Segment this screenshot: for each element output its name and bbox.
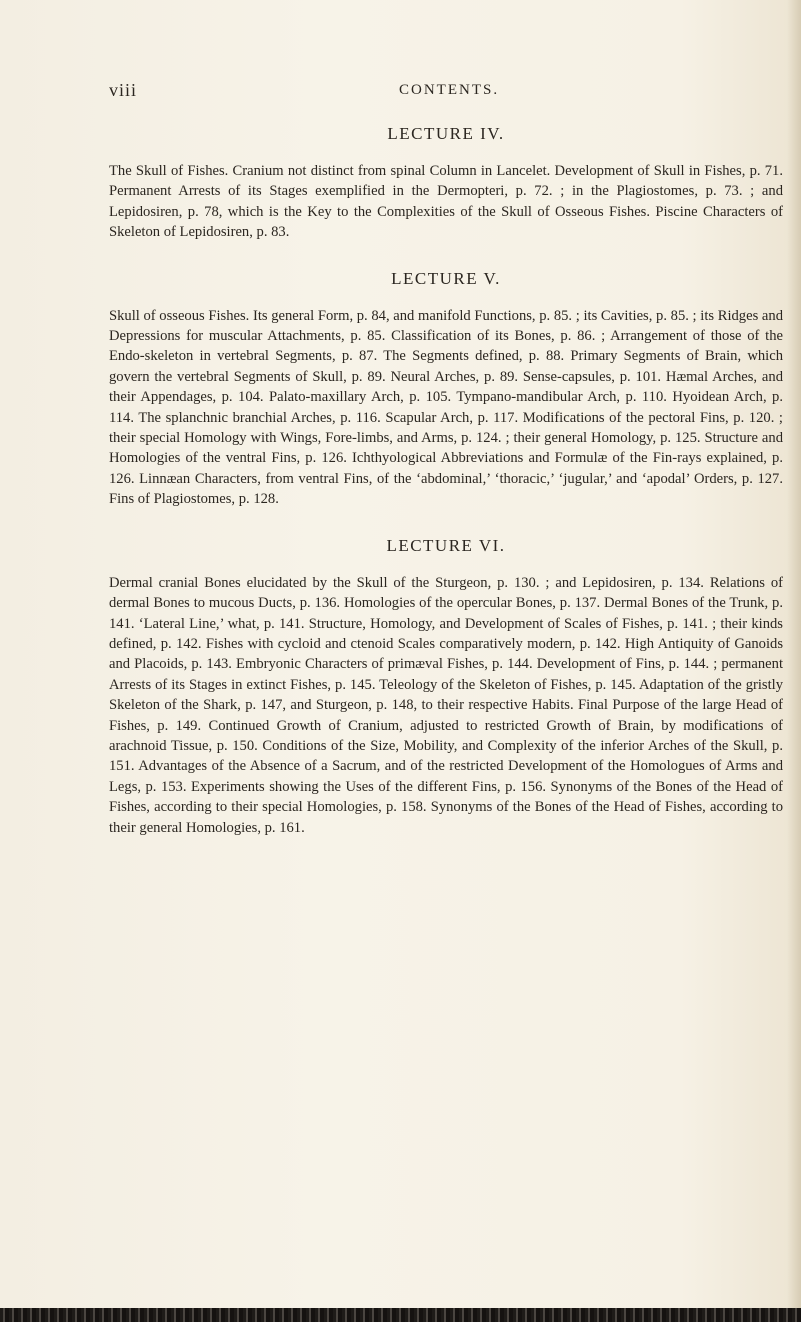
- lecture-summary: Dermal cranial Bones elucidated by the Skull of the Sturgeon, p. 130. ; and Lepidosiren, p. 134. Relations of dermal Bones to mucous Ducts, p. 136. Homologies of the opercular Bones, p. 137. Dermal Bones of the Trunk, p. 141. ‘Lateral Line,’ what, p. 141. Structure, Homology, and Development of Scales of Fishes, p. 141. ; their kinds defined, p. 142. Fishes with cycloid and ctenoid Scales comparatively modern, p. 142. High Antiquity of Ganoids and Placoids, p. 143. Embryonic Characters of primæval Fishes, p. 144. Development of Fins, p. 144. ; permanent Arrests of its Stages in extinct Fishes, p. 145. Teleology of the Skeleton of Fishes, p. 145. Adaptation of the gristly Skeleton of the Shark, p. 147, and Sturgeon, p. 148, to their respective Habits. Final Purpose of the large Head of Fishes, p. 149. Continued Growth of Cranium, adjusted to restricted Growth of Brain, by modifications of arachnoid Tissue, p. 150. Conditions of the Size, Mobility, and Complexity of the inferior Arches of the Skull, p. 151. Advantages of the Absence of a Sacrum, and of the restricted Development of the Homologues of Arms and Legs, p. 153. Experiments showing the Uses of the different Fins, p. 156. Synonyms of the Bones of the Head of Fishes, according to their special Homologies, p. 158. Synonyms of the Bones of the Head of Fishes, according to their general Homologies, p. 161.: [109, 574, 783, 836]
- lecture-summary: The Skull of Fishes. Cranium not distinct from spinal Column in Lancelet. Development of Skull in Fishes, p. 71. Permanent Arrests of its Stages exemplified in the Dermopteri, p. 72. ; in the Plagiostomes, p. 73. ; and Lepidosiren, p. 78, which is the Key to the Complexities of the Skull of Osseous Fishes. Piscine Characters of Skeleton of Lepidosiren, p. 83.: [109, 163, 783, 241]
- lecture-heading: LECTURE V.: [391, 268, 501, 288]
- lecture-heading: LECTURE VI.: [386, 535, 506, 555]
- page-number: viii: [109, 80, 138, 100]
- lecture-section-vi: [109, 536, 783, 838]
- lecture-heading: LECTURE IV.: [387, 124, 505, 143]
- running-head: [109, 80, 801, 104]
- page-edge-shadow: [787, 0, 801, 1322]
- lecture-summary: Skull of osseous Fishes. Its general Form, p. 84, and manifold Functions, p. 85. ; its Cavities, p. 85. ; its Ridges and Depressions for muscular Attachments, p. 85. Classification of its Bones, p. 86. ; Arrangement of those of the Endo-skeleton in vertebral Segments, p. 87. The Segments defined, p. 88. Primary Segments of Brain, which govern the vertebral Segments of Skull, p. 89. Neural Arches, p. 89. Sense-capsules, p. 101. Hæmal Arches, and their Appendages, p. 104. Palato-maxillary Arch, p. 105. Tympano-mandibular Arch, p. 110. Hyoidean Arch, p. 114. The splanchnic branchial Arches, p. 116. Scapular Arch, p. 117. Modifications of the pectoral Fins, p. 120. ; their special Homology with Wings, Fore-limbs, and Arms, p. 124. ; their general Homology, p. 125. Structure and Homologies of the ventral Fins, p. 126. Ichthyological Abbreviations and Formulæ of the Fin-rays explained, p. 126. Linnæan Characters, from ventral Fins, of the ‘abdominal,’ ‘thoracic,’ ‘jugular,’ and ‘apodal’ Orders, p. 127. Fins of Plagiostomes, p. 128.: [109, 307, 783, 508]
- page-bottom-edge: [0, 1308, 801, 1322]
- lecture-section-v: [109, 269, 783, 510]
- running-head-title: CONTENTS.: [399, 82, 500, 98]
- contents-body: [109, 124, 783, 864]
- lecture-section-iv: [109, 124, 783, 243]
